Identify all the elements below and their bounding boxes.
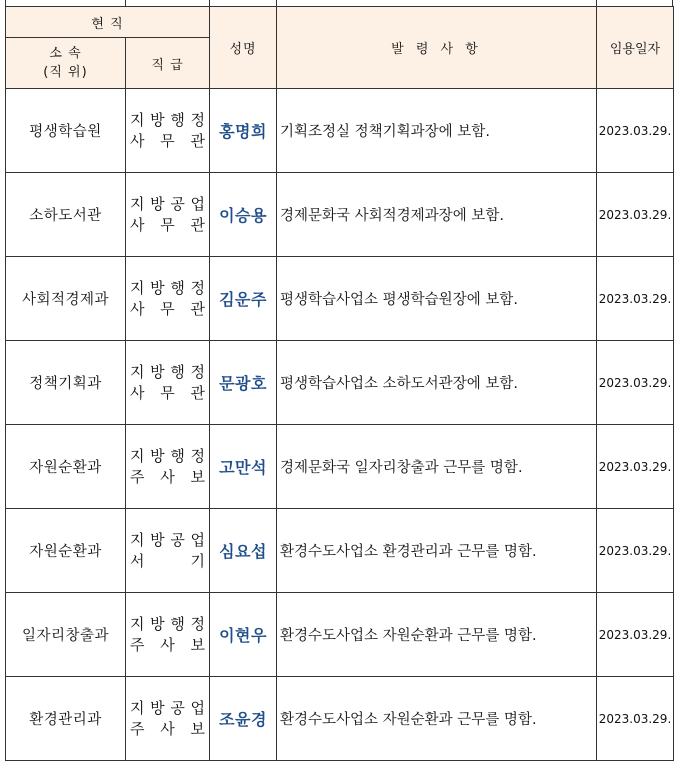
dept-cell: 사회적경제과 [6,257,126,341]
grade-line: 사 무 관 [130,383,205,402]
dept-cell: 환경관리과 [6,677,126,761]
table-row [6,509,674,593]
order-cell: 평생학습사업소 평생학습원장에 보함. [277,257,597,341]
grade-cell [126,509,210,593]
table-row [6,425,674,509]
personnel-appointment-table [5,6,674,761]
date-cell: 2023.03.29. [597,593,674,677]
grade-line: 지 방 공 업 [130,530,205,549]
order-cell: 환경수도사업소 자원순환과 근무를 명함. [277,677,597,761]
order-cell: 경제문화국 일자리창출과 근무를 명함. [277,425,597,509]
header-name: 성명 [210,7,277,89]
name-cell: 고만석 [210,425,277,509]
grade-cell [126,257,210,341]
date-cell: 2023.03.29. [597,257,674,341]
table-row [6,173,674,257]
order-cell: 기획조정실 정책기획과장에 보함. [277,89,597,173]
grade-line: 지 방 공 업 [130,194,205,213]
table-row [6,89,674,173]
table-row [6,677,674,761]
name-cell: 홍명희 [210,89,277,173]
dept-cell: 자원순환과 [6,425,126,509]
date-cell: 2023.03.29. [597,509,674,593]
grade-cell [126,341,210,425]
order-cell: 환경수도사업소 자원순환과 근무를 명함. [277,593,597,677]
name-cell: 이승용 [210,173,277,257]
table-row [6,257,674,341]
grade-line: 지 방 행 정 [130,278,205,297]
grade-cell [126,173,210,257]
order-cell: 평생학습사업소 소하도서관장에 보함. [277,341,597,425]
header-order: 발 령 사 항 [277,7,597,89]
name-cell: 이현우 [210,593,277,677]
name-cell: 조윤경 [210,677,277,761]
grade-line: 지 방 행 정 [130,110,205,129]
order-cell: 환경수도사업소 환경관리과 근무를 명함. [277,509,597,593]
grade-cell [126,425,210,509]
grade-line: 사 무 관 [130,299,205,318]
table-row [6,593,674,677]
grade-line: 지 방 행 정 [130,362,205,381]
header-date: 임용일자 [597,7,674,89]
name-cell: 문광호 [210,341,277,425]
date-cell: 2023.03.29. [597,677,674,761]
order-cell: 경제문화국 사회적경제과장에 보함. [277,173,597,257]
dept-cell: 일자리창출과 [6,593,126,677]
grade-cell [126,677,210,761]
grade-cell [126,593,210,677]
header-grade: 직 급 [126,38,210,89]
name-cell: 김운주 [210,257,277,341]
header-dept [6,38,126,89]
date-cell: 2023.03.29. [597,341,674,425]
name-cell: 심요섭 [210,509,277,593]
table-body [6,89,674,761]
grade-line: 지 방 공 업 [130,698,205,717]
grade-line: 주 사 보 [130,635,205,654]
header-dept-sub: (직 위) [43,65,88,80]
grade-line: 사 무 관 [130,131,205,150]
grade-line: 주 사 보 [130,719,205,738]
date-cell: 2023.03.29. [597,89,674,173]
dept-cell: 자원순환과 [6,509,126,593]
dept-cell: 정책기획과 [6,341,126,425]
date-cell: 2023.03.29. [597,173,674,257]
table-row [6,341,674,425]
dept-cell: 평생학습원 [6,89,126,173]
grade-line: 지 방 행 정 [130,614,205,633]
grade-line: 지 방 행 정 [130,446,205,465]
grade-line: 사 무 관 [130,215,205,234]
header-current-position: 현 직 [6,7,210,38]
date-cell: 2023.03.29. [597,425,674,509]
table-header [6,7,674,89]
dept-cell: 소하도서관 [6,173,126,257]
grade-line: 서 기 [130,551,205,570]
grade-line: 주 사 보 [130,467,205,486]
header-dept-label: 소 속 [49,46,82,61]
grade-cell [126,89,210,173]
